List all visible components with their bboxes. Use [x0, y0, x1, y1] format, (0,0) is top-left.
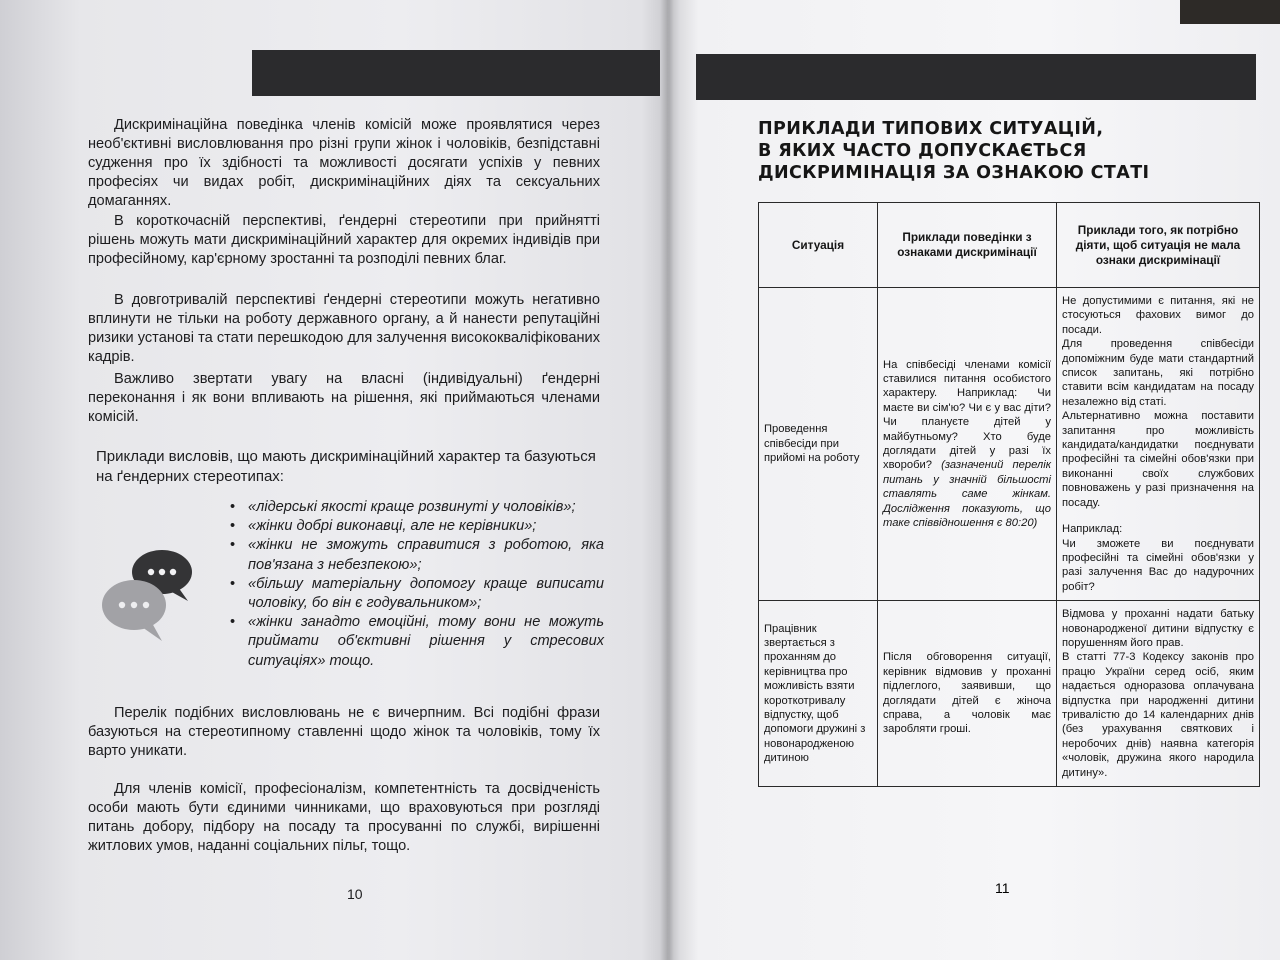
row2-behavior — [878, 601, 1057, 787]
row1-situation — [759, 288, 878, 601]
row1-behavior-text: На співбесіді членами комісії ставилися питання особистого характеру. Наприклад: Чи маєте ви сім'ю? Чи є у вас діти? Чи плануєте дітей у майбутньому? Хто буде доглядати дітей у разі їх хвороби? — [883, 358, 1051, 472]
table-row — [759, 288, 1260, 601]
table-row — [759, 601, 1260, 787]
title-line-1: ПРИКЛАДИ ТИПОВИХ СИТУАЦІЙ, — [758, 119, 1104, 139]
paragraph-4-text: Важливо звертати увагу на власні (індивідуальні) ґендерні переконання і як вони впливають на рішення, які приймаються членами комісій. — [88, 371, 600, 425]
right-header-bar — [696, 54, 1256, 100]
closing-paragraph-1 — [88, 704, 600, 761]
row2-action-p1: Відмова у проханні надати батьку новонародженої дитини відпустку є порушенням його прав. — [1062, 608, 1254, 649]
row2-action — [1057, 601, 1260, 787]
background-edge — [1180, 0, 1280, 24]
table-header-row — [759, 203, 1260, 288]
row1-behavior-note: (зазначений перелік питань у значній більшості ставлять саме жінкам. Дослідження показують, що таке співвідношення є 80:20) — [883, 459, 1051, 530]
header-action: Приклади того, як потрібно діяти, щоб ситуація не мала ознаки дискримінації — [1057, 203, 1260, 288]
situations-table — [758, 202, 1260, 787]
speech-bubbles-icon — [100, 545, 200, 645]
row1-action-example: Чи зможете ви поєднувати професійні та сімейні обов'язки у разі залучення Вас до надурочних робіт? — [1062, 537, 1254, 593]
paragraph-1 — [88, 116, 600, 211]
page-number-right: 11 — [995, 880, 1010, 896]
page-title — [758, 118, 1178, 184]
row1-action-p1: Не допустимими є питання, які не стосуються фахових вимог до посади. — [1062, 295, 1254, 336]
book-gutter — [660, 0, 680, 960]
paragraph-2 — [88, 212, 600, 269]
closing-paragraph-2-text: Для членів комісії, професіоналізм, компетентність та досвідченість особи мають бути єдиними чинниками, що враховуються при розгляді питань добору, підбору на посаду та просуванні по службі, вирішенні житлових умов, наданні соціальних пільг, тощо. — [88, 781, 600, 854]
row1-action-p3: Альтернативно можна поставити запитання про можливість кандидата/кандидатки поєднувати професійні та сімейні обов'язки при виконанні своїх службових повноважень у разі призначення на посаду. — [1062, 410, 1254, 509]
paragraph-3-text: В довготривалій перспективі ґендерні стереотипи можуть негативно вплинути не тільки на роботу державного органу, а й нанести репутаційні ризики установі та стати перешкодою для залучення висококваліфікованих кадрів. — [88, 292, 600, 365]
stereotype-list — [228, 498, 604, 671]
row2-situation-text: Працівник звертається з проханням до керівництва про можливість взяти короткотривалу відпустку, щоб допомоги дружині з новонародженою дитиною — [764, 622, 866, 765]
header-behavior: Приклади поведінки з ознаками дискримінації — [878, 203, 1057, 288]
left-header-bar — [252, 50, 660, 96]
paragraph-2-text: В короткочасній перспективі, ґендерні стереотипи при прийнятті рішень можуть мати дискримінаційний характер для окремих індивідів при професійному, кар'єрному зростанні та розподілі певних благ. — [88, 213, 600, 267]
closing-paragraph-1-text: Перелік подібних висловлювань не є вичерпним. Всі подібні фрази базуються на стереотипному ставленні щодо жінок та чоловіків, тому їх варто уникати. — [88, 705, 600, 759]
row1-action-label: Наприклад: — [1062, 523, 1123, 536]
page-number-left: 10 — [347, 886, 363, 902]
row2-situation — [759, 601, 878, 787]
paragraph-4 — [88, 370, 600, 427]
list-item: • «жінки занадто емоційні, тому вони не можуть приймати об'єктивні рішення у стресових ситуаціях» тощо. — [228, 613, 604, 671]
title-line-2: В ЯКИХ ЧАСТО ДОПУСКАЄТЬСЯ — [758, 141, 1087, 161]
closing-paragraph-2 — [88, 780, 600, 856]
row1-action — [1057, 288, 1260, 601]
list-item: • «лідерські якості краще розвинуті у чоловіків»; — [228, 498, 604, 517]
row2-behavior-text: Після обговорення ситуації, керівник відмовив у проханні підлеглого, заявивши, що доглядати дітей є жіноча справа, а чоловік має заробляти гроші. — [883, 651, 1051, 736]
row1-behavior — [878, 288, 1057, 601]
list-item: • «жінки не зможуть справитися з роботою, яка пов'язана з небезпекою»; — [228, 536, 604, 574]
list-item: • «більшу матеріальну допомогу краще виписати чоловіку, бо він є годувальником»; — [228, 575, 604, 613]
row2-action-p2: В статті 77-3 Кодексу законів про працю України серед осіб, яким надається одноразова оплачувана відпустка при народженні дитини тривалістю до 14 календарних днів (без урахування святкових і неробочих днів) наявна категорія «чоловік, дружина якого народила дитину». — [1062, 651, 1254, 779]
paragraph-1-text: Дискримінаційна поведінка членів комісій може проявлятися через необ'єктивні висловлювання про різні групи жінок і чоловіків, безпідставні судження про їх здібності та можливості досягати успіхів у певних професіях чи видах робіт, дискримінаційних діях та сексуальних домаганнях. — [88, 117, 600, 209]
examples-heading: Приклади висловів, що мають дискримінаційний характер та базуються на ґендерних стереотипах: — [96, 448, 596, 485]
title-line-3: ДИСКРИМІНАЦІЯ ЗА ОЗНАКОЮ СТАТІ — [758, 163, 1150, 183]
header-situation: Ситуація — [759, 203, 878, 288]
row1-action-p2: Для проведення співбесіди допоміжним буде мати стандартний список запитань, які потрібно ставити всім кандидатам на посаду незалежно від статі. — [1062, 338, 1254, 408]
paragraph-3 — [88, 291, 600, 367]
row1-situation-text: Проведення співбесіди при прийомі на роботу — [764, 423, 860, 465]
list-item: • «жінки добрі виконавці, але не керівники»; — [228, 517, 604, 536]
